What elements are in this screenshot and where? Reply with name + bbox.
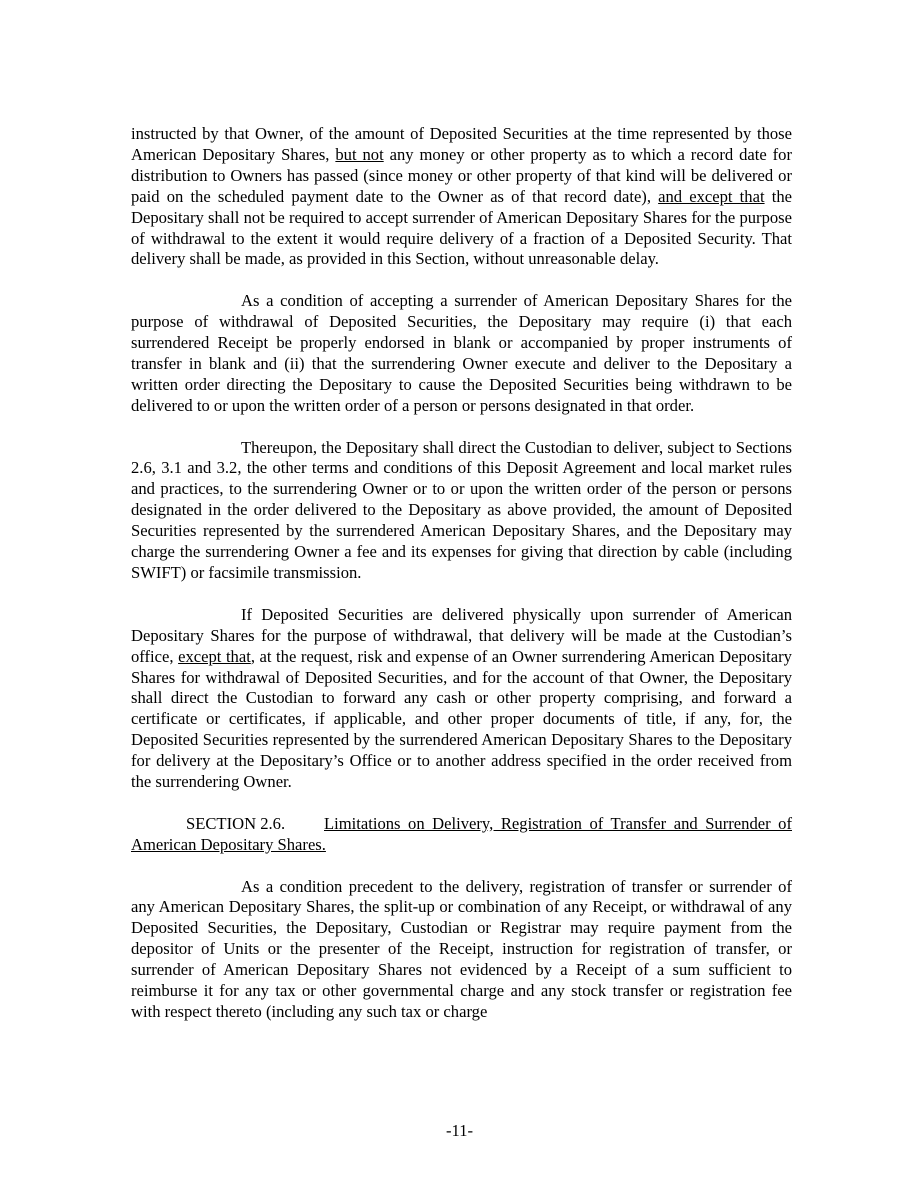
paragraph-custodian-direction: Thereupon, the Depositary shall direct the Custodian to deliver, subject to Sections 2.6, 3.1 and 3.2, the other terms and conditions of this Deposit Agreement and local market rules and practices, to the surrendering Owner or to or upon the written order of the person or persons designated in the order delivered to the Depositary as above provided, the amount of Deposited Securities represented by the surrendered American Depositary Shares, and the Depositary may charge the surrendering Owner a fee and its expenses for giving that direction by cable (including SWIFT) or facsimile transmission. [131, 437, 792, 582]
paragraph-payment-condition: As a condition precedent to the delivery, registration of transfer or surrender of any American Depositary Shares, the split-up or combination of any Receipt, or withdrawal of any Deposited Securities, the Depositary, Custodian or Registrar may require payment from the depositor of Units or the presenter of the Receipt, instruction for registration of transfer, or surrender of American Depositary Shares not evidenced by a Receipt of a sum sufficient to reimburse it for any tax or other governmental charge and any stock transfer or registration fee with respect thereto (including any such tax or charge [131, 876, 792, 1021]
section-heading [131, 814, 792, 856]
paragraph-text: If Deposited Securities are delivered physically upon surrender of American Depositary Shares for the purpose of withdrawal, that delivery will be made at the Custodian’s office, [131, 604, 792, 666]
section-number: SECTION 2.6. [186, 813, 286, 833]
underlined-phrase: and except that [658, 186, 765, 206]
page-number: -11- [445, 1121, 474, 1140]
paragraph-withdrawal-delivery [131, 124, 792, 270]
document-page [131, 124, 792, 1044]
underlined-phrase: except that [178, 646, 251, 666]
paragraph-text: the Depositary shall not be required to accept surrender of American Depositary Shares for the purpose of withdrawal to the extent it would require delivery of a fraction of a Deposited Security. That delivery shall be made, as provided in this Section, without unreasonable delay. [131, 186, 792, 269]
paragraph-text: , at the request, risk and expense of an Owner surrendering American Depositary Shares for withdrawal of Deposited Securities, and for the account of that Owner, the Depositary shall direct the Custodian to forward any cash or other property comprising, and forward a certificate or certificates, if applicable, and other proper documents of title, if any, for, the Deposited Securities represented by the surrendered American Depositary Shares to the Depositary for delivery at the Depositary’s Office or to another address specified in the order received from the surrendering Owner. [131, 646, 792, 792]
underlined-phrase: but not [335, 144, 384, 164]
section-title: Limitations on Delivery, Registration of Transfer and Surrender of American Depositary Shares. [131, 813, 792, 854]
paragraph-text: any money or other property as to which a record date for distribution to Owners has passed (since money or other property of that kind will be delivered or paid on the scheduled payment date to the Owner as of that record date), [131, 144, 792, 206]
paragraph-surrender-condition: As a condition of accepting a surrender of American Depositary Shares for the purpose of withdrawal of Deposited Securities, the Depositary may require (i) that each surrendered Receipt be properly endorsed in blank or accompanied by proper instruments of transfer in blank and (ii) that the surrendering Owner execute and deliver to the Depositary a written order directing the Depositary to cause the Deposited Securities being withdrawn to be delivered to or upon the written order of a person or persons designated in that order. [131, 291, 792, 415]
paragraph-physical-delivery [131, 605, 792, 793]
paragraph-text: instructed by that Owner, of the amount of Deposited Securities at the time represented by those American Depositary Shares, [131, 124, 792, 164]
